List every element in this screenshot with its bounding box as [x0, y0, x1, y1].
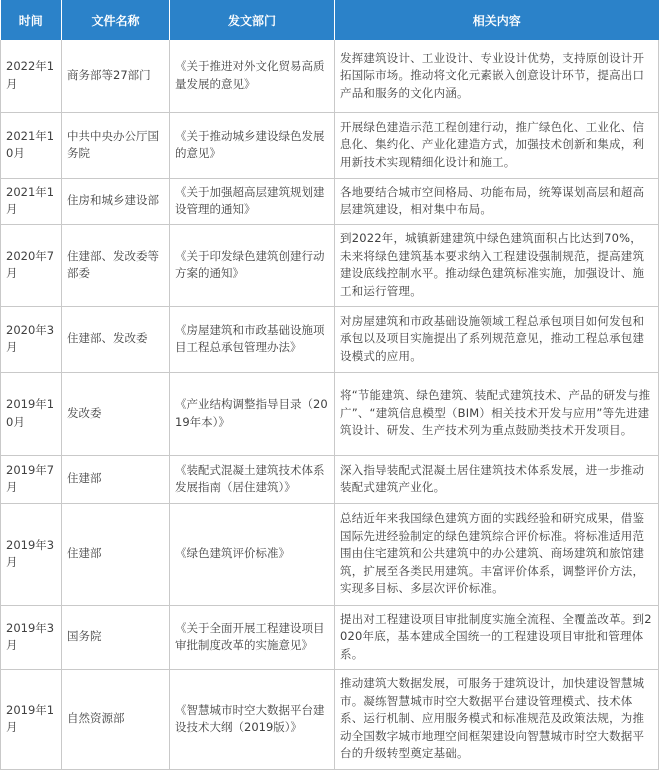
cell-title: 《关于印发绿色建筑创建行动方案的通知》: [170, 224, 335, 306]
cell-dept: 自然资源部: [62, 669, 170, 769]
cell-time: 2019年1月: [1, 669, 62, 769]
table-header-row: [1, 0, 659, 40]
header-dept: 文件名称: [62, 0, 170, 40]
header-content: 相关内容: [335, 0, 659, 40]
table-row: [1, 455, 659, 503]
table-row: [1, 605, 659, 669]
cell-time: 2019年7月: [1, 455, 62, 503]
cell-time: 2019年3月: [1, 503, 62, 605]
cell-time: 2021年10月: [1, 112, 62, 178]
cell-content: 推动建筑大数据发展，可服务于建筑设计，加快建设智慧城市。凝练智慧城市时空大数据平台建设管理模式、技术体系、运行机制、应用服务模式和标准规范及政策法规，为推动全国数字城市地理空间框架建设向智慧城市时空大数据平台的升级转型奠定基础。: [335, 669, 659, 769]
cell-title: 《房屋建筑和市政基础设施项目工程总承包管理办法》: [170, 306, 335, 372]
cell-time: 2021年1月: [1, 178, 62, 224]
cell-time: 2019年10月: [1, 372, 62, 455]
cell-time: 2020年3月: [1, 306, 62, 372]
cell-content: 将“节能建筑、绿色建筑、装配式建筑技术、产品的研发与推广”、“建筑信息模型（BIM）相关技术开发与应用”等先进建筑设计、研发、生产技术列为重点鼓励类技术开发项目。: [335, 372, 659, 455]
cell-content: 提出对工程建设项目审批制度实施全流程、全覆盖改革。到2020年底，基本建成全国统一的工程建设项目审批和管理体系。: [335, 605, 659, 669]
cell-content: 总结近年来我国绿色建筑方面的实践经验和研究成果，借鉴国际先进经验制定的绿色建筑综合评价标准。将标准适用范围由住宅建筑和公共建筑中的办公建筑、商场建筑和旅馆建筑，扩展至各类民用建筑。丰富评价体系，调整评价方法，实现多目标、多层次评价标准。: [335, 503, 659, 605]
cell-dept: 商务部等27部门: [62, 40, 170, 112]
cell-title: 《智慧城市时空大数据平台建设技术大纲（2019版）》: [170, 669, 335, 769]
cell-dept: 住房和城乡建设部: [62, 178, 170, 224]
table-row: [1, 112, 659, 178]
cell-content: 到2022年，城镇新建建筑中绿色建筑面积占比达到70%，未来将绿色建筑基本要求纳入工程建设强制规范，提高建筑建设底线控制水平。推动绿色建筑标准实施，加强设计、施工和运行管理。: [335, 224, 659, 306]
header-title: 发文部门: [170, 0, 335, 40]
cell-content: 对房屋建筑和市政基础设施领域工程总承包项目如何发包和承包以及项目实施提出了系列规范意见，推动工程总承包建设模式的应用。: [335, 306, 659, 372]
header-time: 时间: [1, 0, 62, 40]
cell-dept: 住建部: [62, 455, 170, 503]
cell-title: 《绿色建筑评价标准》: [170, 503, 335, 605]
cell-dept: 发改委: [62, 372, 170, 455]
table-row: [1, 224, 659, 306]
cell-dept: 国务院: [62, 605, 170, 669]
cell-dept: 中共中央办公厅国务院: [62, 112, 170, 178]
table-row: [1, 306, 659, 372]
cell-dept: 住建部: [62, 503, 170, 605]
cell-content: 发挥建筑设计、工业设计、专业设计优势，支持原创设计开拓国际市场。推动将文化元素嵌入创意设计环节，提高出口产品和服务的文化内涵。: [335, 40, 659, 112]
cell-title: 《关于全面开展工程建设项目审批制度改革的实施意见》: [170, 605, 335, 669]
cell-dept: 住建部、发改委等部委: [62, 224, 170, 306]
table-row: [1, 372, 659, 455]
cell-title: 《关于推动城乡建设绿色发展的意见》: [170, 112, 335, 178]
cell-time: 2019年3月: [1, 605, 62, 669]
table-row: [1, 503, 659, 605]
cell-title: 《关于加强超高层建筑规划建设管理的通知》: [170, 178, 335, 224]
cell-title: 《装配式混凝土建筑技术体系发展指南（居住建筑）》: [170, 455, 335, 503]
cell-content: 各地要结合城市空间格局、功能布局，统筹谋划高层和超高层建筑建设，相对集中布局。: [335, 178, 659, 224]
table-row: [1, 40, 659, 112]
cell-title: 《产业结构调整指导目录（2019年本）》: [170, 372, 335, 455]
table-row: [1, 178, 659, 224]
cell-dept: 住建部、发改委: [62, 306, 170, 372]
table-row: [1, 669, 659, 769]
cell-time: 2020年7月: [1, 224, 62, 306]
cell-time: 2022年1月: [1, 40, 62, 112]
cell-content: 深入指导装配式混凝土居住建筑技术体系发展，进一步推动装配式建筑产业化。: [335, 455, 659, 503]
cell-title: 《关于推进对外文化贸易高质量发展的意见》: [170, 40, 335, 112]
cell-content: 开展绿色建造示范工程创建行动，推广绿色化、工业化、信息化、集约化、产业化建造方式，加强技术创新和集成，利用新技术实现精细化设计和施工。: [335, 112, 659, 178]
